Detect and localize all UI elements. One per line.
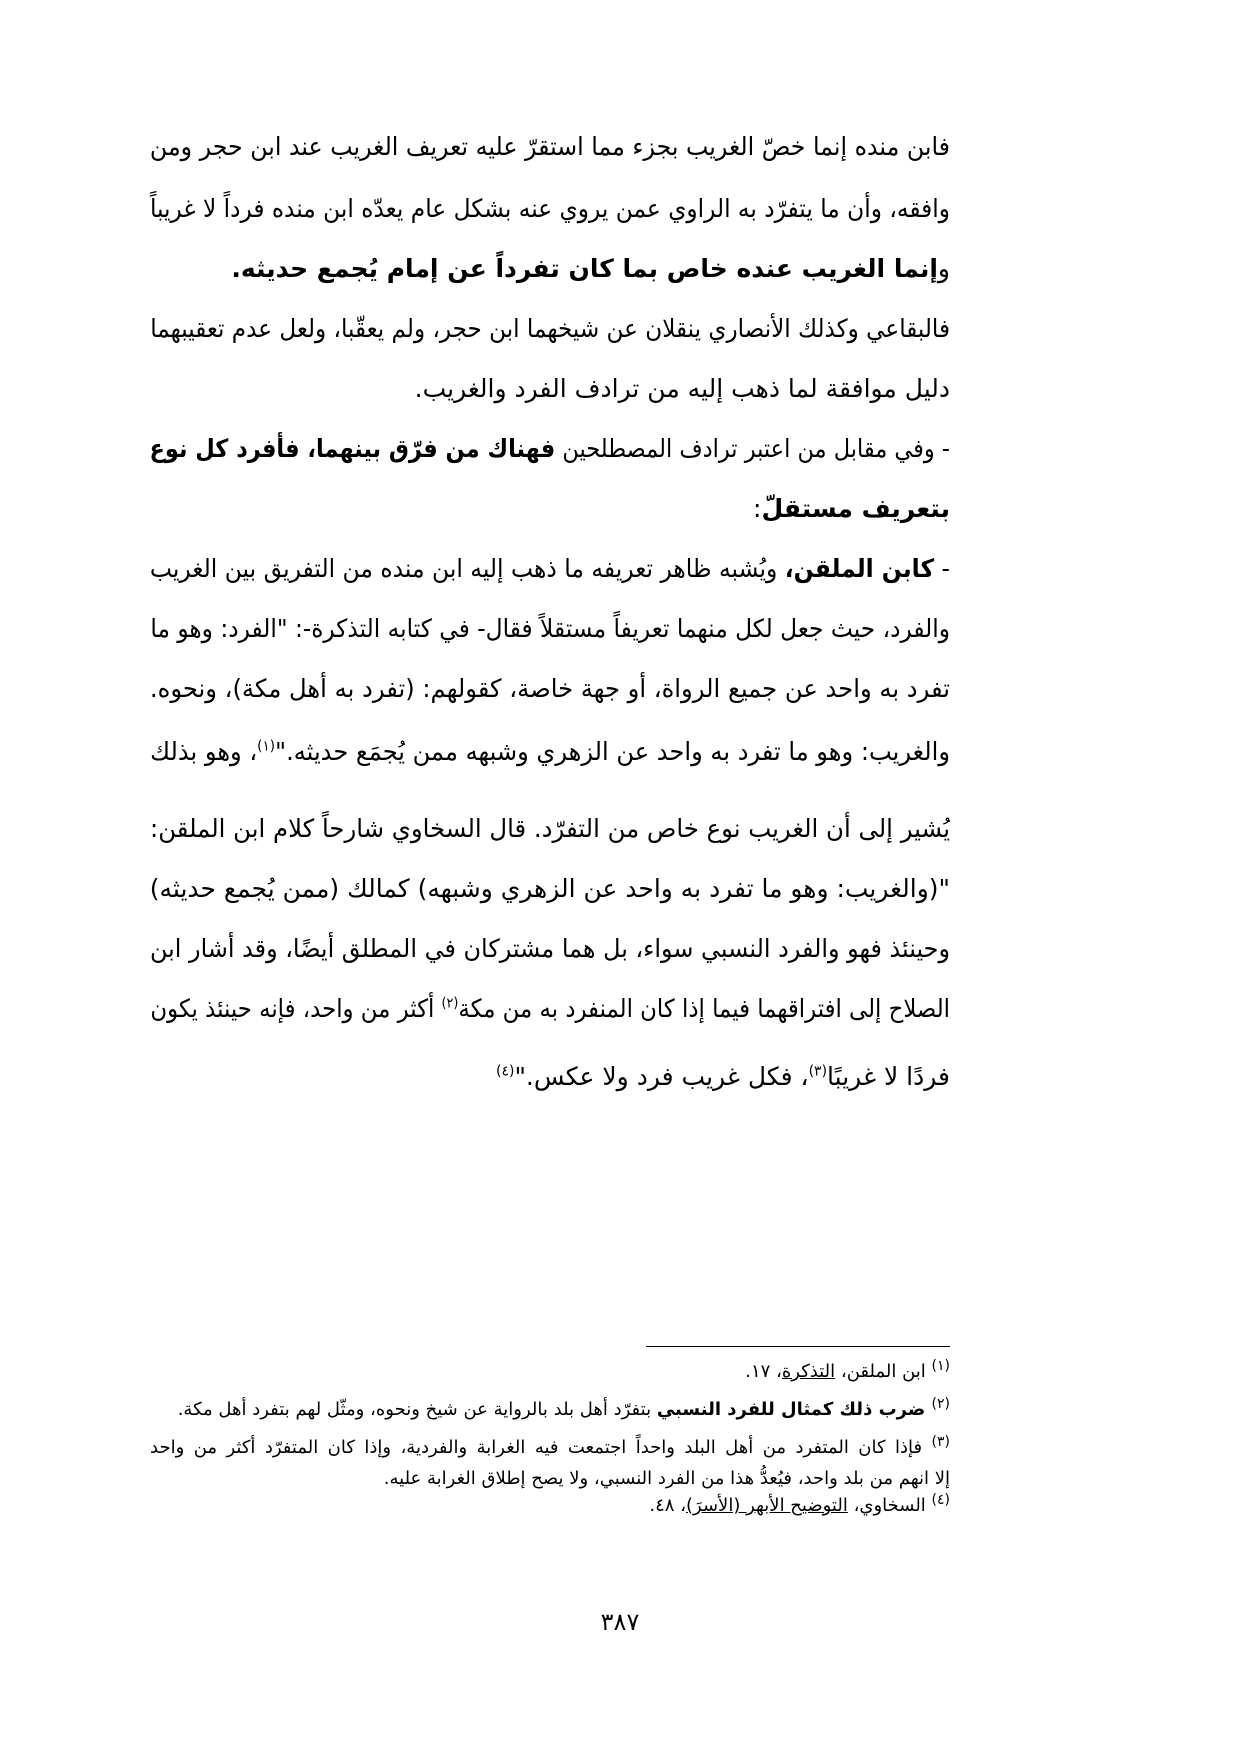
body-line-5: دليل موافقة لما ذهب إليه من ترادف الفرد والغريب. — [414, 374, 950, 403]
text-run: أكثر من واحد، فإنه حينئذ يكون — [150, 994, 442, 1023]
text-run: - — [934, 554, 950, 583]
footnote-ref-1[interactable]: (١) — [257, 738, 275, 755]
footnote-ref-2[interactable]: (٢) — [441, 995, 459, 1012]
cited-title: التوضيح الأبهر (الأسرَ) — [686, 1495, 848, 1516]
footnote-3-line-1 — [150, 1436, 950, 1460]
text-run: و — [937, 254, 950, 283]
body-line-1: فابن منده إنما خصّ الغريب بجزء مما استقرّ عليه تعريف الغريب عند ابن حجر ومن — [149, 132, 950, 161]
body-line-15 — [150, 992, 950, 1026]
bold-run: كابن الملقن، — [784, 554, 935, 583]
footnote-ref-3[interactable]: (٣) — [808, 1063, 828, 1080]
text-run: ابن الملقن، — [835, 1361, 932, 1382]
body-line-13: "(والغريب: وهو ما تفرد به واحد عن الزهري وشبهه) كمالك (ممن يُجمع حديثه) — [149, 874, 950, 903]
text-run: ، فكل غريب فرد ولا عكس." — [514, 1062, 809, 1091]
text-run: : — [753, 494, 762, 523]
body-line-12: يُشير إلى أن الغريب نوع خاص من التفرّد. قال السخاوي شارحاً كلام ابن الملقن: — [150, 814, 950, 843]
body-line-9: والفرد، حيث جعل لكل منهما تعريفاً مستقلاً فقال- في كتابه التذكرة-: "الفرد: وهو ما — [150, 614, 950, 643]
footnote-2 — [150, 1398, 950, 1422]
text-run: السخاوي، — [847, 1495, 932, 1516]
text-run: - وفي مقابل من اعتبر ترادف المصطلحين — [555, 434, 950, 463]
footnote-number: (٢) — [931, 1396, 950, 1412]
footnote-3-line-2: إلا انهم من بلد واحد، فيُعدُّ هذا من الفرد النسبي، ولا يصح إطلاق الغرابة عليه. — [383, 1468, 950, 1489]
text-run: ، ٤٨. — [649, 1495, 687, 1516]
page-number: ٣٨٧ — [600, 1608, 640, 1636]
body-line-2: وافقه، وأن ما يتفرّد به الراوي عمن يروي عنه بشكل عام يعدّه ابن منده فرداً لا غريباً — [149, 194, 951, 223]
bold-run: فهناك من فرّق بينهما، — [307, 434, 556, 463]
body-line-11 — [150, 735, 950, 769]
text-run: ، ١٧. — [745, 1361, 782, 1382]
body-line-4: فالبقاعي وكذلك الأنصاري ينقلان عن شيخهما ابن حجر، ولم يعقّبا، ولعل عدم تعقيبهما — [150, 314, 951, 343]
footnote-ref-4[interactable]: (٤) — [495, 1063, 515, 1080]
text-run: بتفرّد أهل بلد بالرواية عن شيخ ونحوه، ومثّل لهم بتفرد أهل مكة. — [177, 1399, 657, 1420]
bold-run: ضرب ذلك كمثال للفرد النسبي — [656, 1399, 932, 1420]
body-line-6 — [149, 432, 950, 466]
footnote-1 — [150, 1360, 950, 1384]
body-line-10: تفرد به واحد عن جميع الرواة، أو جهة خاصة، كقولهم: (تفرد به أهل مكة)، ونحوه. — [149, 674, 950, 703]
text-run: الصلاح إلى افتراقهما فيما إذا كان المنفرد به من مكة — [458, 994, 950, 1023]
body-line-7 — [150, 492, 950, 526]
body-line-3 — [150, 252, 950, 286]
body-line-14: وحينئذ فهو والفرد النسبي سواء، بل هما مشتركان في المطلق أيضًا، وقد أشار ابن — [149, 934, 951, 963]
footnote-number: (٣) — [931, 1434, 950, 1450]
text-run: فإذا كان المتفرد من أهل البلد واحداً اجتمعت فيه الغرابة والفردية، وإذا كان المتفرّد أكثر من واحد — [150, 1437, 932, 1458]
body-line-8 — [149, 552, 950, 586]
text-run: فردًا لا غريبًا — [827, 1062, 950, 1091]
text-run: ويُشبه ظاهر تعريفه ما ذهب إليه ابن منده من التفريق بين الغريب — [149, 554, 785, 583]
footnote-separator — [646, 1346, 950, 1347]
footnote-number: (١) — [931, 1358, 950, 1374]
bold-run: فأفرد كل نوع — [149, 434, 308, 463]
footnote-4 — [150, 1494, 950, 1518]
body-line-16 — [150, 1060, 950, 1094]
text-run: والغريب: وهو ما تفرد به واحد عن الزهري وشبهه ممن يُجمَع حديثه." — [274, 737, 950, 766]
cited-title: التذكرة — [781, 1361, 836, 1382]
bold-run: بتعريف مستقلّ — [761, 494, 950, 523]
bold-statement: إنما الغريب عنده خاص بما كان تفرداً عن إمام يُجمع حديثه. — [231, 254, 938, 283]
footnote-number: (٤) — [931, 1492, 950, 1508]
text-run: ، وهو بذلك — [150, 737, 258, 766]
